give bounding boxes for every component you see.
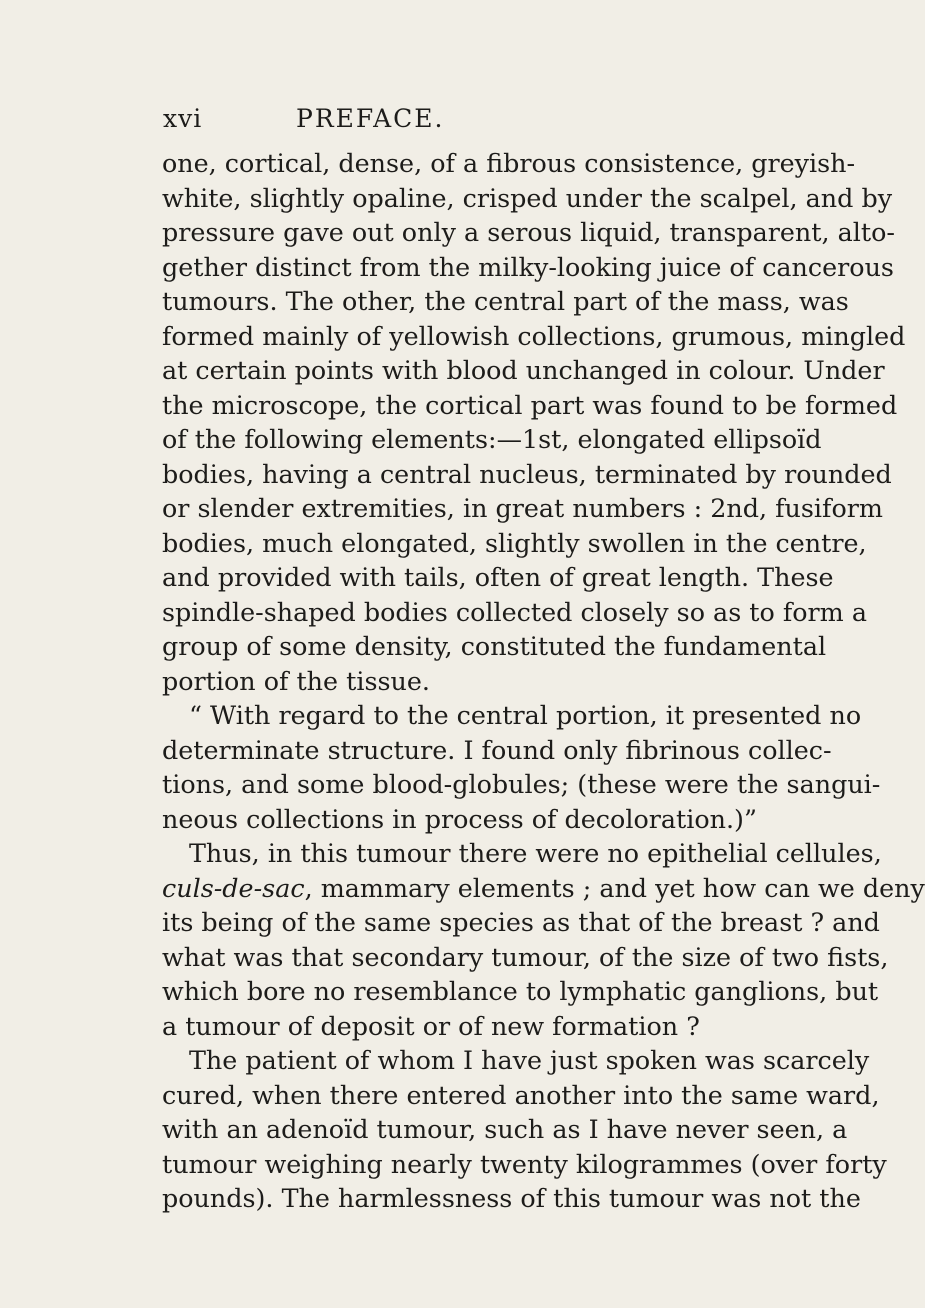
text-line: bodies, much elongated, slightly swollen in the centre, [162, 527, 867, 558]
text-line: at certain points with blood unchanged in colour. Under [162, 355, 885, 385]
text-line: what was that secondary tumour, of the size of two fists, [162, 941, 889, 972]
text-line: group of some density, constituted the fundamental [162, 631, 827, 661]
text-line: with an adenoïd tumour, such as I have never seen, a [162, 1114, 848, 1144]
text-line: tumour weighing nearly twenty kilogrammes (over forty [162, 1148, 887, 1179]
text-line-rest: , mammary elements ; and yet how can we deny [304, 872, 925, 903]
text-line: one, cortical, dense, of a fibrous consistence, greyish- [162, 148, 856, 178]
text-line: formed mainly of yellowish collections, grumous, mingled [162, 320, 906, 351]
text-line: of the following elements:—1st, elongated ellipsoïd [162, 424, 822, 454]
text-line: neous collections in process of decoloration.)” [162, 803, 757, 834]
running-head: PREFACE. [296, 104, 445, 133]
text-line: determinate structure. I found only fibrinous collec- [162, 734, 832, 765]
text-line: the microscope, the cortical part was found to be formed [162, 389, 898, 420]
body-text [162, 146, 925, 1216]
text-line: and provided with tails, often of great length. These [162, 562, 834, 592]
text-line: or slender extremities, in great numbers : 2nd, fusiform [162, 493, 883, 523]
text-line: tumours. The other, the central part of the mass, was [162, 286, 849, 316]
text-line: a tumour of deposit or of new formation ? [162, 1010, 700, 1041]
text-line: The patient of whom I have just spoken was scarcely [189, 1045, 870, 1075]
text-line: spindle-shaped bodies collected closely so as to form a [162, 596, 867, 627]
text-line: Thus, in this tumour there were no epithelial cellules, [189, 838, 882, 868]
italic-term: culs-de-sac [162, 872, 305, 903]
text-line: tions, and some blood-globules; (these were the sangui- [162, 769, 881, 799]
text-line [162, 871, 925, 906]
page-header [0, 104, 800, 134]
text-line: “ With regard to the central portion, it presented no [189, 700, 862, 730]
text-line: gether distinct from the milky-looking juice of cancerous [162, 251, 894, 282]
text-line: cured, when there entered another into the same ward, [162, 1079, 880, 1110]
text-line: bodies, having a central nucleus, terminated by rounded [162, 458, 892, 489]
text-line: pounds). The harmlessness of this tumour was not the [162, 1183, 861, 1213]
text-line: white, slightly opaline, crisped under the scalpel, and by [162, 182, 893, 213]
text-line: its being of the same species as that of the breast ? and [162, 907, 880, 937]
page-number: xvi [163, 104, 203, 133]
text-line: pressure gave out only a serous liquid, transparent, alto- [162, 217, 895, 247]
text-line: portion of the tissue. [162, 665, 430, 696]
text-line: which bore no resemblance to lymphatic ganglions, but [162, 976, 879, 1006]
